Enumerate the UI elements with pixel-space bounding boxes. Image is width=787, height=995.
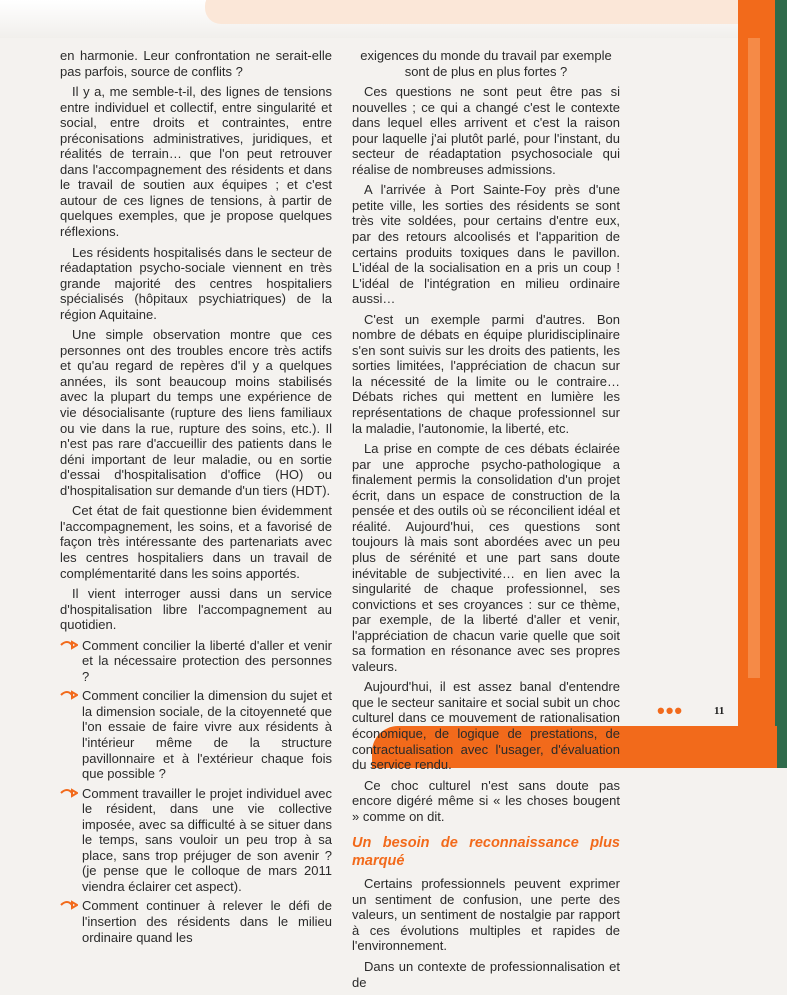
paragraph: C'est un exemple parmi d'autres. Bon nombre de débats en équipe pluridisciplinaire s'en sont suivis sur les droits des patients, les sorties limitées, l'appréciation de chacun sur la nécessité de la limite ou le contraire… Débats riches qui mettent en lumière les représentations de chaque professionnel sur la maladie, l'autonomie, la liberté, etc. [352, 311, 620, 436]
list-item-text: Comment concilier la liberté d'aller et venir et la nécessaire protection des personnes ? [82, 637, 332, 684]
page-dots-ornament: ••• [657, 698, 684, 723]
left-column [60, 48, 332, 949]
paragraph: Il y a, me semble-t-il, des lignes de tensions entre individuel et collectif, entre singularité et social, entre droits et contraintes, entre préconisations administratives, juridiques, et réalités de terrain… que l'on peut retrouver dans l'accompagnement des résidents et dans le travail de soutien aux équipes ; et c'est autour de ces lignes de tensions, à partir de quelques exemples, que je propose quelques réflexions. [60, 84, 332, 240]
question-list [60, 638, 332, 945]
paragraph: Ce choc culturel n'est sans doute pas encore digéré même si « les choses bougent » comme on dit. [352, 777, 620, 824]
paragraph: en harmonie. Leur confrontation ne serait-elle pas parfois, source de conflits ? [60, 48, 332, 79]
arrow-bullet-icon [60, 788, 78, 798]
arrow-bullet-icon [60, 690, 78, 700]
paragraph: Certains professionnels peuvent exprimer un sentiment de confusion, une perte des valeurs, un sentiment de nostalgie par rapport à ces évolutions multiples et rapides de l'environnement. [352, 876, 620, 954]
right-band-texture [748, 38, 760, 678]
paragraph: A l'arrivée à Port Sainte-Foy près d'une petite ville, les sorties des résidents se sont très vite soldées, pour certains d'entre eux, par des retours alcoolisés et l'apparition de certains produits toxiques dans le pavillon. L'idéal de la socialisation en a pris un coup ! L'idéal de l'intégration en milieu ordinaire aussi… [352, 182, 620, 307]
paragraph: Aujourd'hui, il est assez banal d'entendre que le secteur sanitaire et social subit un choc culturel dans ce mouvement de rationalisation économique, de logique de prestations, de contractualisation avec l'usager, d'évaluation du service rendu. [352, 679, 620, 773]
top-decorative-tab [205, 0, 765, 24]
section-heading: Un besoin de reconnaissance plus marqué [352, 835, 620, 870]
arrow-bullet-icon [60, 900, 78, 910]
paragraph: Les résidents hospitalisés dans le secteur de réadaptation psycho-sociale viennent en très grande majorité des centres hospitaliers spécialisés (hôpitaux psychiatriques) de la région Aquitaine. [60, 244, 332, 322]
list-item-text: Comment concilier la dimension du sujet et la dimension sociale, de la citoyenneté que l'on essaie de faire vivre aux résidents à l'intérieur même de la structure pavillonnaire et à l'extérieur chaque fois que possible ? [82, 688, 332, 782]
paragraph: exigences du monde du travail par exemple sont de plus en plus fortes ? [360, 48, 612, 79]
list-item [60, 638, 332, 685]
page-number: 11 [714, 705, 725, 717]
paragraph: La prise en compte de ces débats éclairée par une approche psycho-pathologique a finalement permis la consolidation d'un projet écrit, dans un espace de construction de la pensée et des outils où se réconcilient idéal et réalité. Aujourd'hui, ces questions sont toujours là mais sont abordées avec un peu plus de sérénité et une part sans doute inévitable de subjectivité… en lien avec la singularité de chaque professionnel, ses convictions et ses croyances : sur ce thème, par exemple, de la liberté d'aller et venir, l'appréciation de chacun varie quelle que soit sa formation en résonance avec ses propres valeurs. [352, 441, 620, 674]
list-item-text: Comment travailler le projet individuel avec le résident, dans une vie collective imposée, avec sa difficulté à se situer dans le temps, sans vouloir un peu trop à sa place, sans trop préjuger de son avenir ? (je pense que le colloque de mars 2011 viendra éclairer cet aspect). [82, 785, 332, 894]
arrow-bullet-icon [60, 640, 78, 650]
right-green-edge [775, 0, 787, 768]
paragraph: Dans un contexte de professionnalisation et de [352, 958, 620, 990]
list-item-text: Comment continuer à relever le défi de l'insertion des résidents dans le milieu ordinaire quand les [82, 898, 332, 945]
paragraph: Il vient interroger aussi dans un service d'hospitalisation libre l'accompagnement au quotidien. [60, 586, 332, 633]
paragraph: Ces questions ne sont peut être pas si nouvelles ; ce qui a changé c'est le contexte dans lequel elles arrivent et c'est la raison pour laquelle j'ai plutôt parlé, pour l'instant, du secteur de réadaptation psychosociale qui réalise de nombreuses admissions. [352, 84, 620, 177]
list-item [60, 786, 332, 895]
right-column [352, 48, 620, 995]
list-item [60, 898, 332, 945]
paragraph: Une simple observation montre que ces personnes ont des troubles encore très actifs et qu'au regard de repères d'il y a quelques années, ils sont beaucoup moins stabilisés avec la plupart du temps une expérience de vie désocialisante (rupture des liens familiaux ou vie dans la rue, rupture des soins, etc.). Il n'est pas rare d'accueillir des patients dans le déni important de leur maladie, ou en sortie d'essai d'hospitalisation d'office (HO) ou d'hospitalisation sur demande d'un tiers (HDT). [60, 327, 332, 498]
paragraph: Cet état de fait questionne bien évidemment l'accompagnement, les soins, et a favorisé de façon très intéressante des partenariats avec les centres hospitaliers dans un travail de complémentarité dans les soins apportés. [60, 503, 332, 581]
